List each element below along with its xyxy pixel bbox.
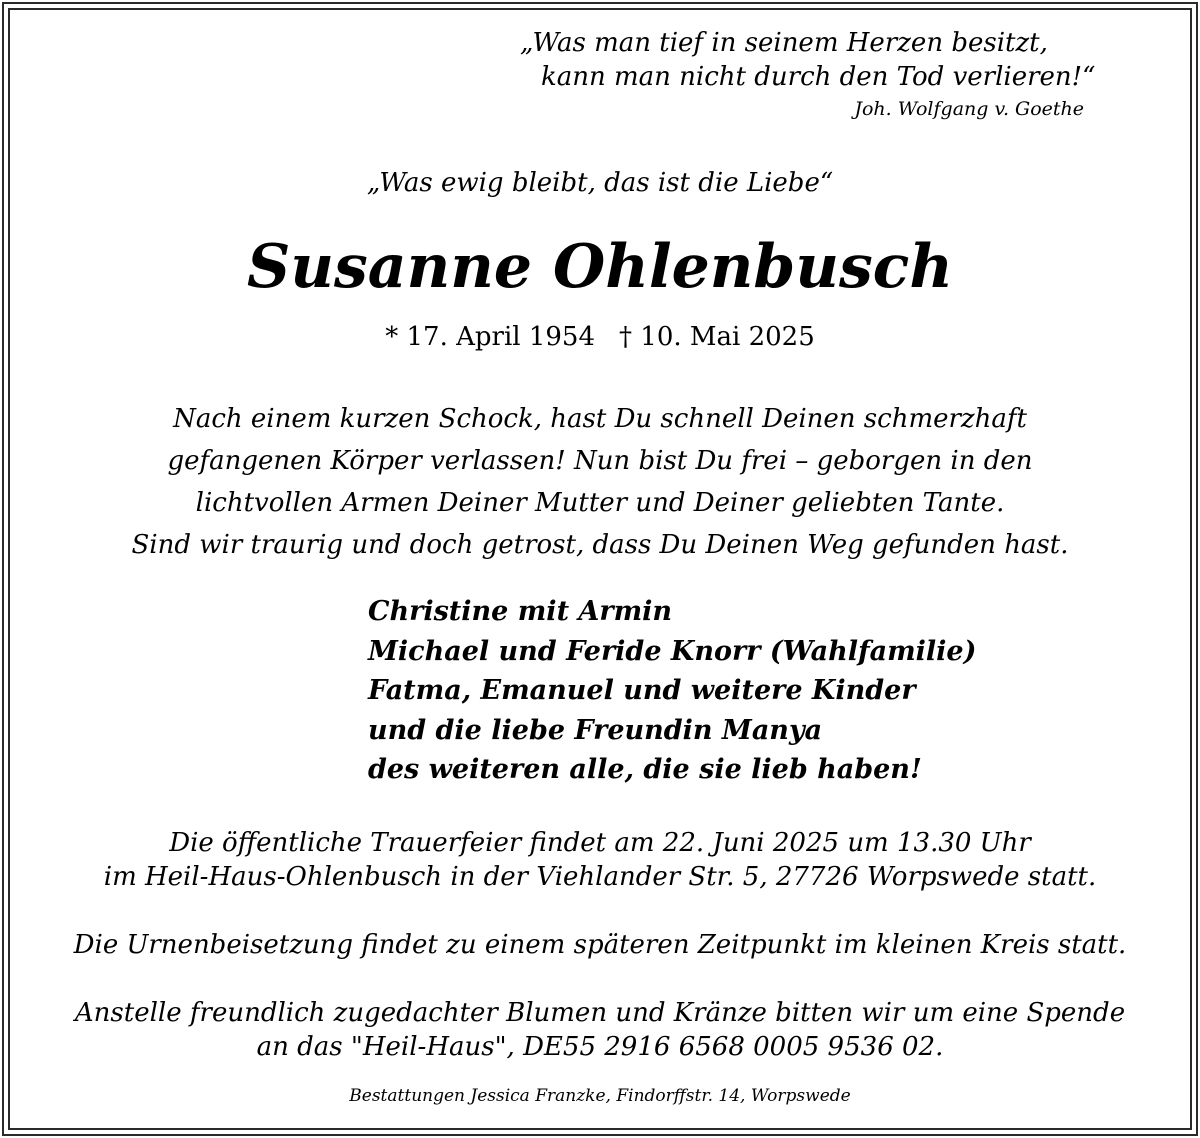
donation-line: Anstelle freundlich zugedachter Blumen und Kränze bitten wir um eine Spende <box>74 998 1126 1028</box>
mourners-list <box>368 592 1148 790</box>
death-date: † 10. Mai 2025 <box>619 322 815 352</box>
mourner: des weiteren alle, die sie lieb haben! <box>368 754 922 785</box>
ceremony-notice <box>20 826 1180 894</box>
ceremony-line: im Heil-Haus-Ohlenbusch in der Viehlander Str. 5, 27726 Worpswede statt. <box>103 862 1097 892</box>
urn-burial-line: Die Urnenbeisetzung findet zu einem späteren Zeitpunkt im kleinen Kreis statt. <box>73 930 1127 960</box>
poem-line: Nach einem kurzen Schock, hast Du schnell Deinen schmerzhaft <box>173 404 1027 434</box>
urn-burial-notice <box>20 928 1180 962</box>
poem-line: gefangenen Körper verlassen! Nun bist Du frei – geborgen in den <box>167 446 1033 476</box>
love-quote: „Was ewig bleibt, das ist die Liebe“ <box>366 168 834 198</box>
funeral-home: Bestattungen Jessica Franzke, Findorffstr. 14, Worpswede <box>349 1086 851 1106</box>
mourner: Fatma, Emanuel und weitere Kinder <box>368 675 916 706</box>
donation-notice <box>20 996 1180 1064</box>
goethe-quote <box>520 26 1120 94</box>
mourner: Michael und Feride Knorr (Wahlfamilie) <box>368 635 977 667</box>
life-dates <box>300 322 900 352</box>
birth-date: * 17. April 1954 <box>385 322 596 352</box>
goethe-quote-line: „Was man tief in seinem Herzen besitzt, <box>520 28 1048 58</box>
goethe-author: Joh. Wolfgang v. Goethe <box>854 98 1084 120</box>
ceremony-line: Die öffentliche Trauerfeier findet am 22. Juni 2025 um 13.30 Uhr <box>169 828 1031 858</box>
mourner: und die liebe Freundin Manya <box>368 714 823 746</box>
donation-line: an das "Heil-Haus", DE55 2916 6568 0005 9536 02. <box>256 1032 944 1062</box>
mourner: Christine mit Armin <box>368 596 673 627</box>
deceased-name: Susanne Ohlenbusch <box>247 232 953 302</box>
poem-line: lichtvollen Armen Deiner Mutter und Deiner geliebten Tante. <box>195 488 1005 518</box>
goethe-quote-line: kann man nicht durch den Tod verlieren!“ <box>541 62 1096 92</box>
poem <box>40 398 1160 566</box>
poem-line: Sind wir traurig und doch getrost, dass Du Deinen Weg gefunden hast. <box>131 530 1069 560</box>
